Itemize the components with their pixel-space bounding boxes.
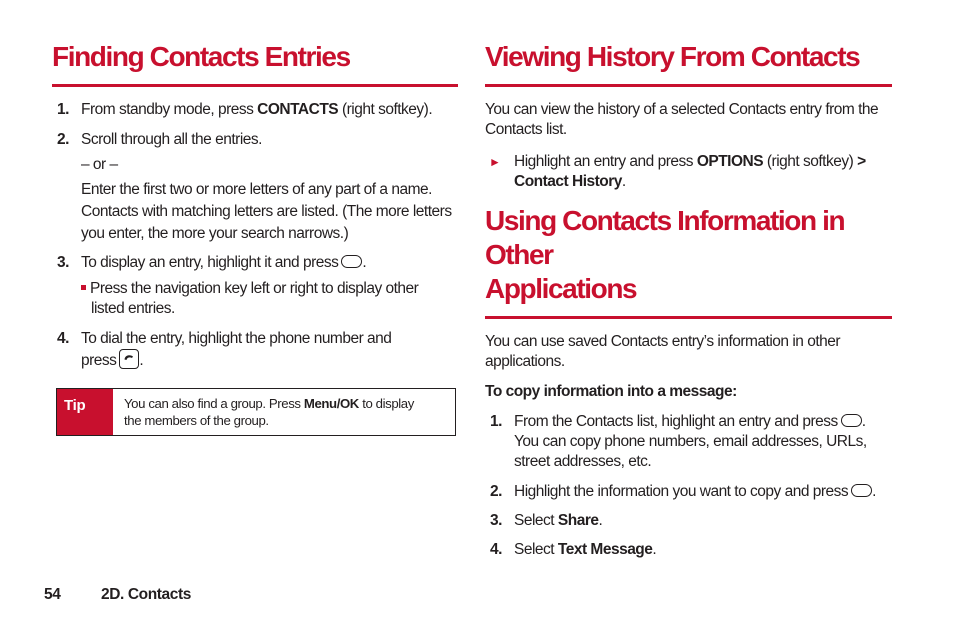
section-title: 2D. Contacts (101, 586, 191, 603)
square-bullet-icon (81, 285, 86, 290)
heading-using-contacts-info: Using Contacts Information in Other Applications (485, 204, 892, 319)
step-number: 2. (57, 131, 69, 148)
step-4: 4. To dial the entry, highlight the phone number and press . (57, 330, 392, 369)
step-1: 1. From standby mode, press CONTACTS (right softkey). (57, 101, 433, 118)
step-3: 3. To display an entry, highlight it and press . Press the navigation key left or right to display other listed entries. (52, 253, 458, 319)
step-2: 2. Scroll through all the entries. – or – Enter the first two or more letters of any part of a name. Contacts with matching letters are listed. (The more letters you enter, the more your search narrows.) (52, 130, 458, 244)
copy-step-2: 2. Highlight the information you want to copy and press . (490, 483, 876, 500)
tip-text: You can also find a group. Press Menu/OK to display the members of the group. (124, 396, 414, 428)
or-separator: – or – (81, 156, 118, 173)
intro-viewing-history: You can view the history of a selected Contacts entry from the Contacts list. (485, 101, 879, 138)
step-number: 1. (490, 413, 502, 430)
step-number: 2. (490, 483, 502, 500)
right-column (485, 40, 892, 560)
arrow-bullet-icon: ► (489, 155, 501, 169)
page-number: 54 (44, 586, 61, 603)
talk-key-icon (119, 349, 139, 369)
copy-step-1: 1. From the Contacts list, highlight an entry and press . You can copy phone numbers, email addresses, URLs, street addresses, etc. (490, 413, 867, 470)
step-number: 3. (57, 254, 69, 271)
step-3-bullet: Press the navigation key left or right to display other listed entries. (81, 279, 458, 319)
subheading-copy-info: To copy information into a message: (485, 383, 737, 400)
step-number: 3. (490, 512, 502, 529)
intro-using-contacts: You can use saved Contacts entry’s information in other applications. (485, 333, 841, 370)
step-number: 1. (57, 101, 69, 118)
contact-history-instruction: ► Highlight an entry and press OPTIONS (right softkey) > Contact History. (489, 153, 866, 190)
menu-ok-key-icon (841, 414, 862, 427)
copy-step-3: 3. Select Share. (490, 512, 603, 529)
menu-ok-key-icon (851, 484, 872, 497)
contacts-key-label: CONTACTS (257, 101, 339, 118)
tip-box (56, 388, 456, 436)
menu-ok-key-icon (341, 255, 362, 268)
left-column (52, 40, 458, 428)
step-number: 4. (490, 541, 502, 558)
heading-finding-contacts: Finding Contacts Entries (52, 40, 458, 87)
heading-viewing-history: Viewing History From Contacts (485, 40, 892, 87)
copy-step-4: 4. Select Text Message. (490, 541, 657, 558)
tip-label: Tip (57, 389, 113, 435)
step-number: 4. (57, 330, 69, 347)
